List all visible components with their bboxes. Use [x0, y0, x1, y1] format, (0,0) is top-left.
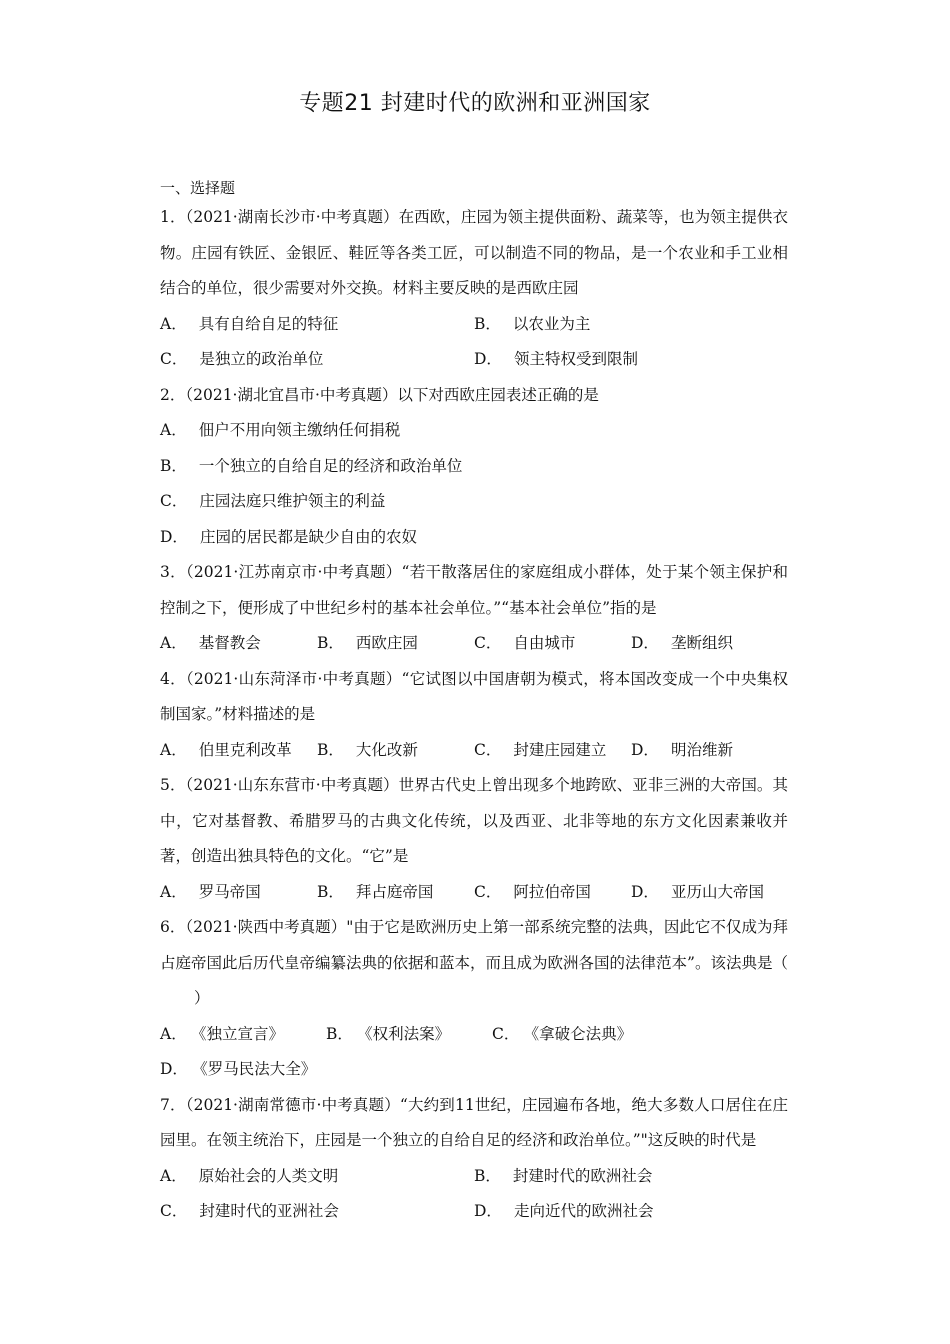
option-a: A． 基督教会 [160, 634, 261, 652]
question-stem: 1．（2021·湖南长沙市·中考真题）在西欧，庄园为领主提供面粉、蔬菜等，也为领主提供衣物。庄园有铁匠、金银匠、鞋匠等各类工匠，可以制造不同的物品，是一个农业和手工业相结合的单位，很少需要对外交换。材料主要反映的是西欧庄园 [160, 208, 788, 297]
question-3 [160, 555, 788, 662]
question-7 [160, 1088, 788, 1230]
options-column [160, 413, 788, 555]
option-a: A． 佃户不用向领主缴纳任何捐税 [160, 421, 401, 439]
option-d: D． 走向近代的欧洲社会 [474, 1202, 654, 1220]
option-d: D． 垄断组织 [631, 634, 733, 652]
option-d: D． 明治维新 [631, 740, 733, 759]
section-heading: 一、选择题 [160, 179, 236, 197]
options-row [160, 342, 788, 378]
question-5 [160, 768, 788, 910]
option-c: C． 阿拉伯帝国 [474, 882, 591, 901]
options-row [160, 307, 788, 343]
question-stem: 3．（2021·江苏南京市·中考真题）“若干散落居住的家庭组成小群体，处于某个领主保护和控制之下，便形成了中世纪乡村的基本社会单位。”“基本社会单位”指的是 [160, 563, 788, 617]
option-c: C． 《拿破仑法典》 [492, 1024, 633, 1043]
option-c: C． 封建庄园建立 [474, 740, 607, 759]
option-a: A． 伯里克利改革 [160, 740, 292, 759]
options-row [160, 626, 788, 662]
options-row [160, 1194, 788, 1230]
option-a: A． 具有自给自足的特征 [160, 314, 339, 333]
page-title: 专题21 封建时代的欧洲和亚洲国家 [299, 91, 651, 116]
option-a: A． 原始社会的人类文明 [160, 1166, 339, 1185]
options-row [160, 875, 788, 911]
options-row [160, 1017, 788, 1088]
option-b: B． 以农业为主 [474, 314, 591, 333]
question-stem: 7．（2021·湖南常德市·中考真题）“大约到11世纪，庄园遍布各地，绝大多数人口居住在庄园里。在领主统治下，庄园是一个独立的自给自足的经济和政治单位。”"这反映的时代是 [160, 1095, 788, 1149]
option-c: C． 自由城市 [474, 634, 576, 652]
option-b: B． 西欧庄园 [317, 634, 418, 652]
question-1 [160, 200, 788, 378]
option-c: C． 庄园法庭只维护领主的利益 [160, 492, 386, 510]
option-d: D． 领主特权受到限制 [474, 350, 638, 368]
option-b: B． 大化改新 [317, 740, 418, 759]
option-b: B． 拜占庭帝国 [317, 882, 434, 901]
option-a: A． 《独立宣言》 [160, 1024, 284, 1043]
option-b: B． 封建时代的欧洲社会 [474, 1166, 653, 1185]
question-stem: 4．（2021·山东菏泽市·中考真题）“它试图以中国唐朝为模式，将本国改变成一个中央集权制国家。”材料描述的是 [160, 669, 788, 723]
option-a: A． 罗马帝国 [160, 882, 261, 901]
option-d: D． 庄园的居民都是缺少自由的农奴 [160, 527, 417, 546]
option-c: C． 封建时代的亚洲社会 [160, 1202, 339, 1220]
question-stem: 6．（2021·陕西中考真题）"由于它是欧洲历史上第一部系统完整的法典，因此它不仅成为拜占庭帝国此后历代皇帝编纂法典的依据和蓝本，而且成为欧洲各国的法律范本”。该法典是（） [160, 918, 788, 1007]
option-c: C． 是独立的政治单位 [160, 350, 324, 368]
option-d: D． 《罗马民法大全》 [160, 1060, 317, 1078]
question-2 [160, 378, 788, 556]
options-row [160, 733, 788, 769]
option-b: B． 一个独立的自给自足的经济和政治单位 [160, 456, 463, 475]
question-stem: 2．（2021·湖北宜昌市·中考真题）以下对西欧庄园表述正确的是 [160, 385, 599, 404]
option-b: B． 《权利法案》 [326, 1024, 451, 1043]
question-6 [160, 910, 788, 1088]
question-stem: 5．（2021·山东东营市·中考真题）世界古代史上曾出现多个地跨欧、亚非三洲的大帝国。其中，它对基督教、希腊罗马的古典文化传统，以及西亚、北非等地的东方文化因素兼收并著，创造出独具特色的文化。“它”是 [160, 776, 788, 865]
option-d: D． 亚历山大帝国 [631, 882, 764, 901]
question-4 [160, 662, 788, 769]
options-row [160, 1159, 788, 1195]
question-list [160, 200, 788, 1230]
